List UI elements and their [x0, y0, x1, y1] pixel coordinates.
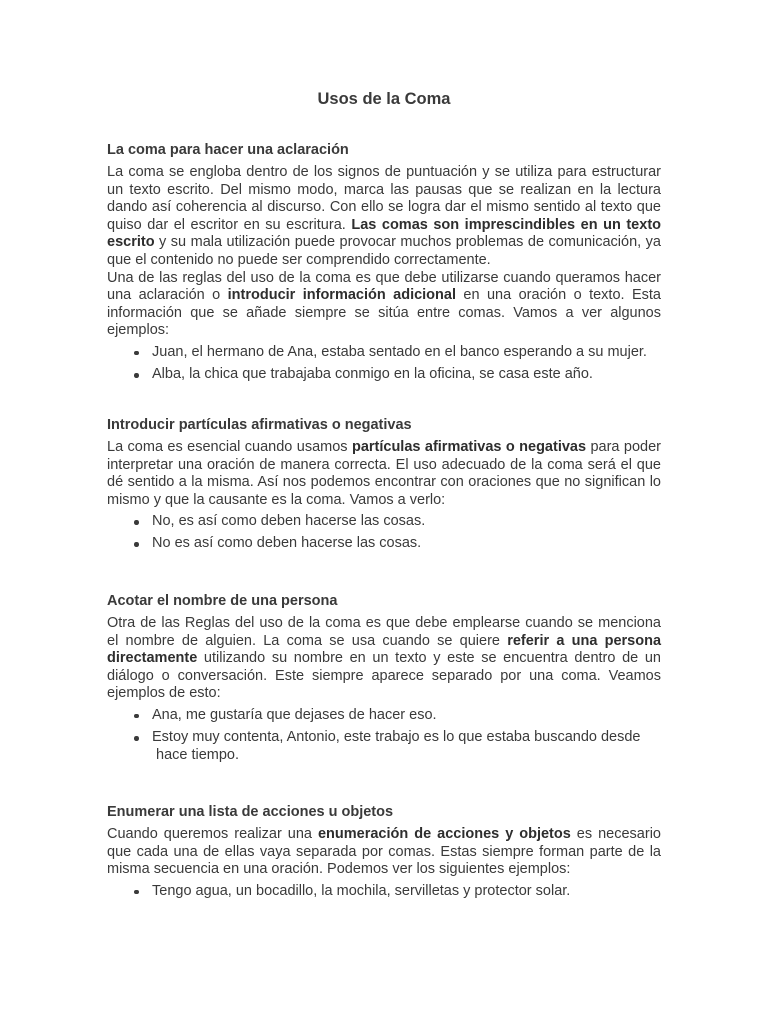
- paragraph-text: La coma se engloba dentro de los signos de puntuación y se utiliza para estructurar un texto escrito. Del mismo modo, marca las pausas que se realizan en la lectura dando así coherencia al discurso. Con ello se logra dar el mismo sentido al texto que quiso dar el escritor en su escritura.: [107, 164, 661, 233]
- section-particulas: [107, 416, 661, 558]
- section-aclaracion: [107, 141, 661, 388]
- list-item: [107, 707, 661, 725]
- paragraph-bold-text: introducir información adicional: [227, 287, 456, 304]
- section-heading: Introducir partículas afirmativas o negativas: [107, 417, 412, 433]
- list-item: [107, 366, 661, 384]
- list-item-text: Estoy muy contenta, Antonio, este trabajo es lo que estaba buscando desde: [152, 729, 641, 746]
- list-item-text: Juan, el hermano de Ana, estaba sentado en el banco esperando a su mujer.: [152, 343, 647, 360]
- bullet-icon: [134, 351, 139, 356]
- page-title: Usos de la Coma: [317, 90, 451, 108]
- paragraph-text: utilizando su nombre en un texto y este se encuentra dentro de un diálogo o conversación. Este siempre aparece separado por una coma. Veamos ejemplos de esto:: [107, 650, 661, 702]
- list-item: [107, 344, 661, 362]
- example-list: [107, 883, 661, 901]
- section-enumerar: [107, 803, 661, 905]
- list-item-text: No, es así como deben hacerse las cosas.: [152, 513, 426, 530]
- bullet-icon: [134, 520, 139, 525]
- list-item: [107, 513, 661, 531]
- paragraph-bold-text: referir a una persona directamente: [107, 632, 662, 667]
- list-item-text: No es así como deben hacerse las cosas.: [152, 535, 422, 552]
- paragraph-text: La coma es esencial cuando usamos: [107, 439, 352, 455]
- example-list: [107, 344, 661, 384]
- list-item: [107, 883, 661, 901]
- list-item-text: Tengo agua, un bocadillo, la mochila, servilletas y protector solar.: [152, 882, 571, 899]
- example-list: [107, 707, 661, 764]
- paragraph-bold-text: enumeración de acciones y objetos: [317, 826, 571, 842]
- bullet-icon: [134, 736, 139, 741]
- section-paragraph: [107, 826, 661, 879]
- paragraph-text: para poder interpretar una oración de manera correcta. El uso adecuado de la coma será el que dé sentido a la misma. Así nos podemos encontrar con oraciones que no significan lo mismo y que la causante es la coma. Vamos a verlo:: [107, 439, 661, 508]
- paragraph-text: es necesario que cada una de ellas vaya separada por comas. Estas siempre forman parte de la misma secuencia en una oración. Podemos ver los siguientes ejemplos:: [107, 826, 661, 878]
- section-paragraph: [107, 439, 661, 509]
- paragraph-bold-text: Las comas son imprescindibles en un texto escrito: [107, 216, 662, 251]
- paragraph-text: Otra de las Reglas del uso de la coma es que debe emplearse cuando se menciona el nombre de alguien. La coma se usa cuando se quiere: [107, 615, 661, 649]
- example-list: [107, 513, 661, 553]
- list-item-text: Alba, la chica que trabajaba conmigo en la oficina, se casa este año.: [152, 366, 593, 383]
- section-heading: Enumerar una lista de acciones u objetos: [107, 804, 394, 820]
- bullet-icon: [134, 542, 139, 547]
- paragraph-text: en una oración o texto. Esta información que se añade siempre se sitúa entre comas. Vamos a ver algunos ejemplos:: [107, 287, 661, 339]
- list-item-text: Ana, me gustaría que dejases de hacer eso.: [152, 706, 437, 723]
- bullet-icon: [134, 890, 139, 895]
- paragraph-text: Cuando queremos realizar una: [107, 826, 318, 842]
- section-paragraph: [107, 270, 661, 340]
- bullet-icon: [134, 373, 139, 378]
- list-item-text-continued: hace tiempo.: [156, 746, 240, 763]
- paragraph-text: y su mala utilización puede provocar muchos problemas de comunicación, ya que el contenido no puede ser comprendido correctamente.: [107, 234, 661, 268]
- section-paragraph: [107, 164, 661, 270]
- section-heading: La coma para hacer una aclaración: [107, 142, 349, 158]
- list-item: [107, 729, 661, 764]
- list-item: [107, 535, 661, 553]
- section-nombre-persona: [107, 592, 661, 769]
- paragraph-text: Una de las reglas del uso de la coma es que debe utilizarse cuando queramos hacer una aclaración o: [107, 269, 661, 304]
- section-paragraph: [107, 615, 661, 703]
- paragraph-bold-text: partículas afirmativas o negativas: [351, 439, 587, 455]
- bullet-icon: [134, 714, 139, 719]
- section-heading: Acotar el nombre de una persona: [107, 593, 338, 609]
